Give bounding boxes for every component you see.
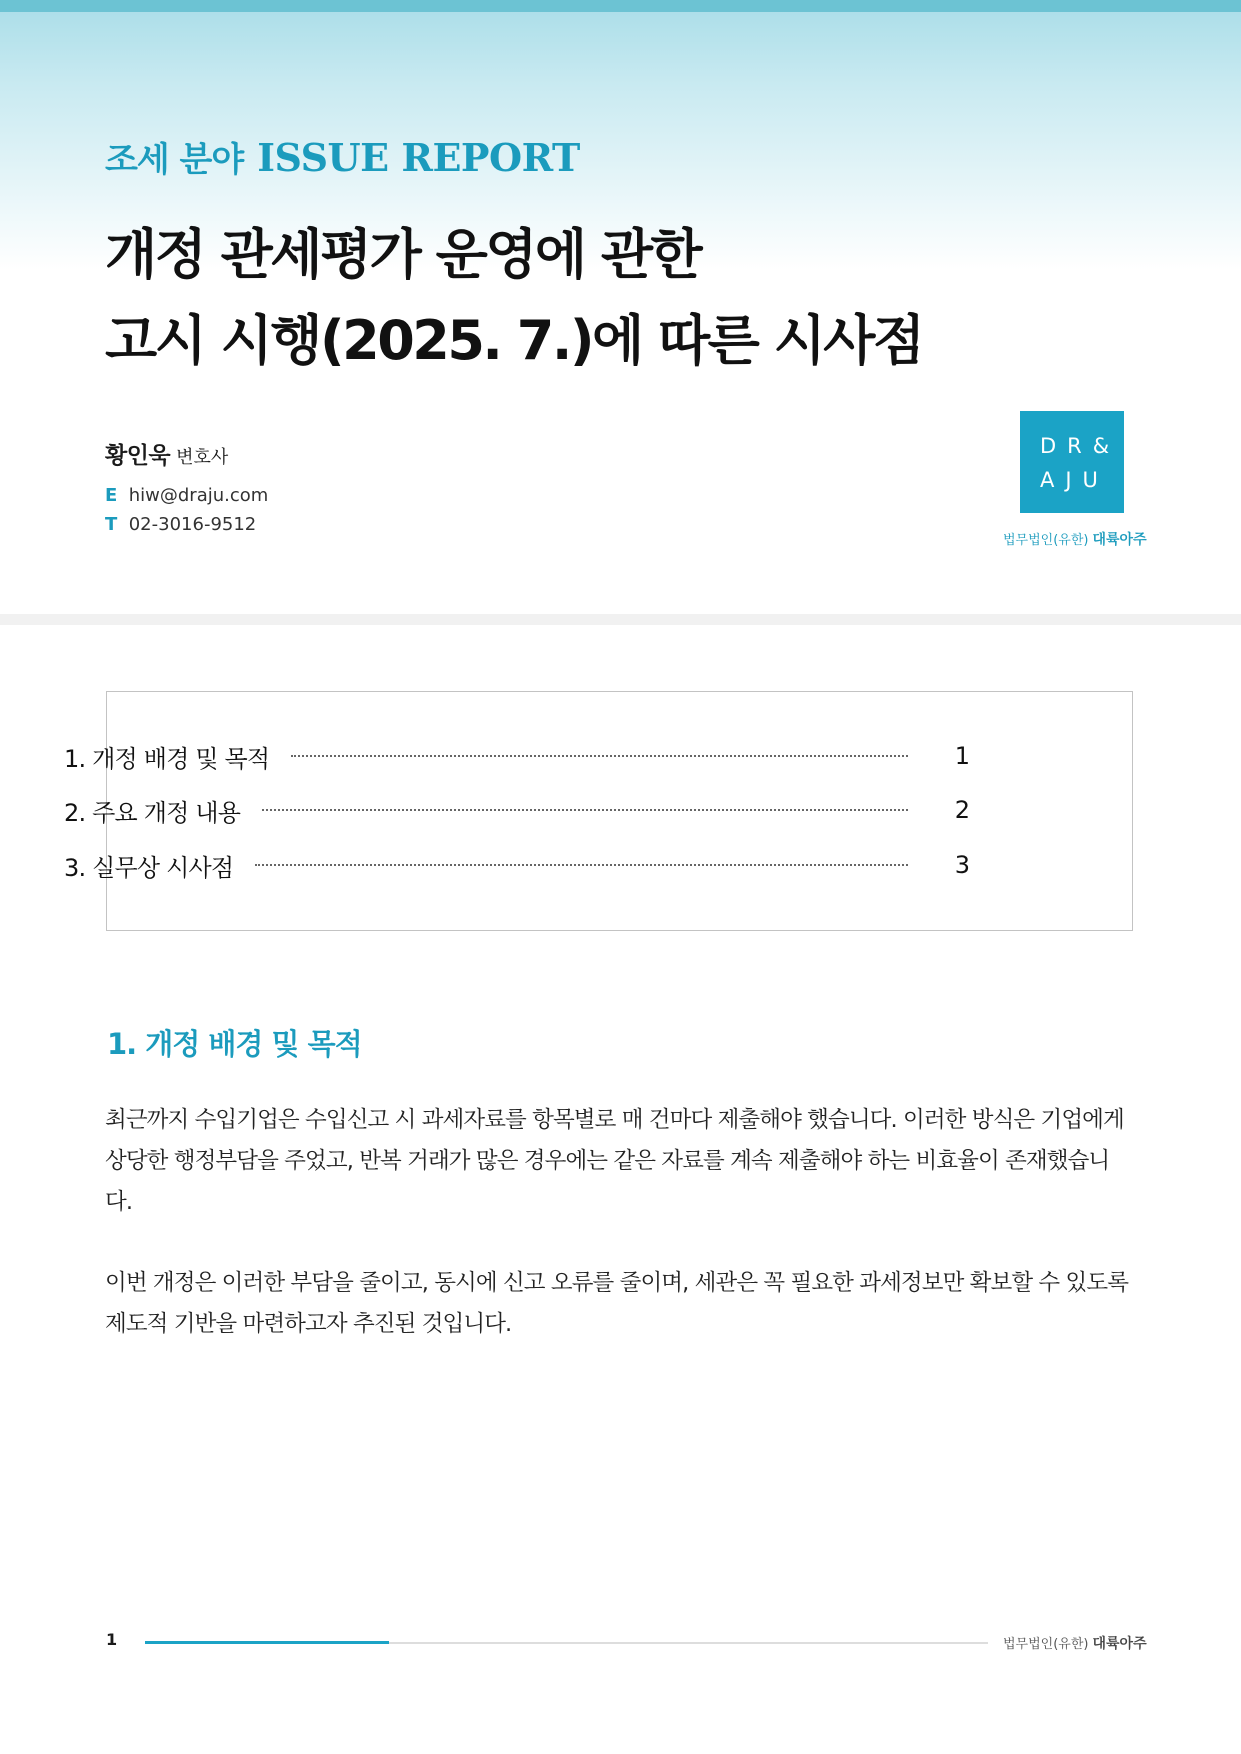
toc-item-label: 1. 개정 배경 및 목적: [64, 744, 270, 773]
toc-item-page: 1: [954, 742, 970, 770]
body-paragraph: 최근까지 수입기업은 수입신고 시 과세자료를 항목별로 매 건마다 제출해야 했습니다. 이러한 방식은 기업에게 상당한 행정부담을 주었고, 반복 거래가 많은 경우에는 같은 자료를 계속 제출해야 하는 비효율이 존재했습니다.: [105, 1107, 1124, 1215]
toc-item-page: 2: [954, 796, 970, 824]
report-title: [105, 212, 923, 384]
toc-item-page: 3: [954, 851, 970, 879]
toc-item-label: 2. 주요 개정 내용: [64, 798, 241, 827]
toc-leader: [262, 809, 908, 811]
title-line-1: 개정 관세평가 운영에 관한: [105, 223, 701, 286]
toc-item[interactable]: [64, 793, 970, 827]
title-line-2: 고시 시행(2025. 7.)에 따른 시사점: [105, 309, 923, 372]
toc-item-label: 3. 실무상 시사점: [64, 853, 234, 882]
footer-firm: [1003, 1633, 1147, 1653]
footer-progress-bar: [145, 1641, 389, 1644]
firm-caption: [1003, 529, 1147, 549]
firm-logo: [1020, 411, 1124, 513]
firm-prefix: 법무법인(유한): [1003, 533, 1089, 548]
report-kicker: [105, 132, 580, 178]
toc-leader: [255, 864, 908, 866]
author-line: [105, 437, 228, 470]
section-heading: 1. 개정 배경 및 목적: [107, 1027, 362, 1061]
top-accent-strip: [0, 0, 1241, 12]
toc-item[interactable]: [64, 739, 970, 773]
report-category: 조세 분야: [105, 140, 244, 180]
phone-key: T: [105, 514, 118, 535]
author-phone-row: [105, 514, 256, 535]
author-name: 황인욱: [105, 443, 171, 469]
firm-name: 대륙아주: [1092, 532, 1147, 548]
header-divider: [0, 614, 1241, 625]
toc-leader: [291, 755, 908, 757]
logo-line-2: AJU: [1040, 468, 1109, 492]
author-email[interactable]: hiw@draju.com: [128, 485, 269, 506]
report-label: ISSUE REPORT: [257, 135, 580, 180]
author-phone: 02-3016-9512: [128, 514, 257, 535]
footer-firm-name: 대륙아주: [1092, 1636, 1147, 1652]
page-number: 1: [106, 1630, 118, 1649]
email-key: E: [105, 485, 118, 506]
body-paragraph: 이번 개정은 이러한 부담을 줄이고, 동시에 신고 오류를 줄이며, 세관은 꼭 필요한 과세정보만 확보할 수 있도록 제도적 기반을 마련하고자 추진된 것입니다.: [105, 1270, 1129, 1337]
author-role: 변호사: [176, 447, 229, 468]
author-email-row: [105, 485, 268, 506]
toc-item[interactable]: [64, 848, 970, 882]
footer-firm-prefix: 법무법인(유한): [1003, 1637, 1089, 1652]
logo-line-1: DR&: [1040, 434, 1121, 458]
